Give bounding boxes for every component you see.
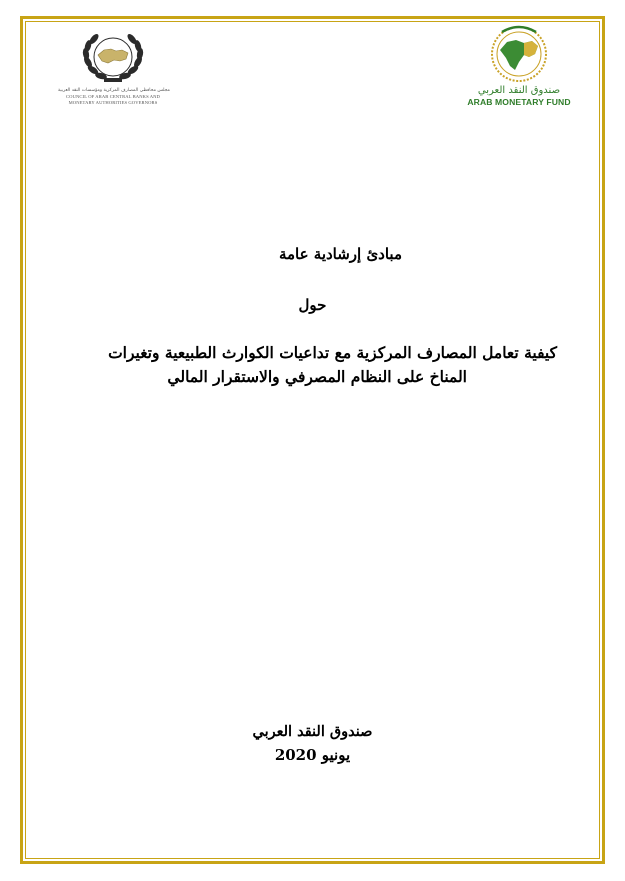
council-emblem-icon bbox=[78, 28, 148, 88]
publisher-name: صندوق النقد العربي bbox=[252, 723, 373, 740]
publication-date: يونيو 2020 bbox=[274, 746, 351, 764]
amf-name-english: ARAB MONETARY FUND bbox=[467, 97, 571, 107]
council-name-english-line2: MONETARY AUTHORITIES GOVERNORS bbox=[68, 99, 158, 105]
amf-logo bbox=[458, 24, 580, 114]
amf-name-arabic: صندوق النقد العربي bbox=[477, 85, 561, 96]
cover-title-line-1: كيفية تعامل المصارف المركزية مع تداعيات الكوارث الطبيعية وتغيرات bbox=[108, 343, 557, 362]
council-logo bbox=[58, 28, 168, 108]
cover-title-line-2: المناخ على النظام المصرفي والاستقرار المالي bbox=[167, 367, 467, 386]
cover-heading: مبادئ إرشادية عامة bbox=[278, 245, 402, 263]
amf-emblem-icon bbox=[488, 24, 550, 84]
cover-subheading: حول bbox=[298, 296, 327, 314]
council-name-arabic: مجلس محافظي المصارف المركزية ومؤسسات النقد العربية bbox=[58, 88, 170, 93]
council-name-english-line1: COUNCIL OF ARAB CENTRAL BANKS AND bbox=[66, 94, 160, 99]
